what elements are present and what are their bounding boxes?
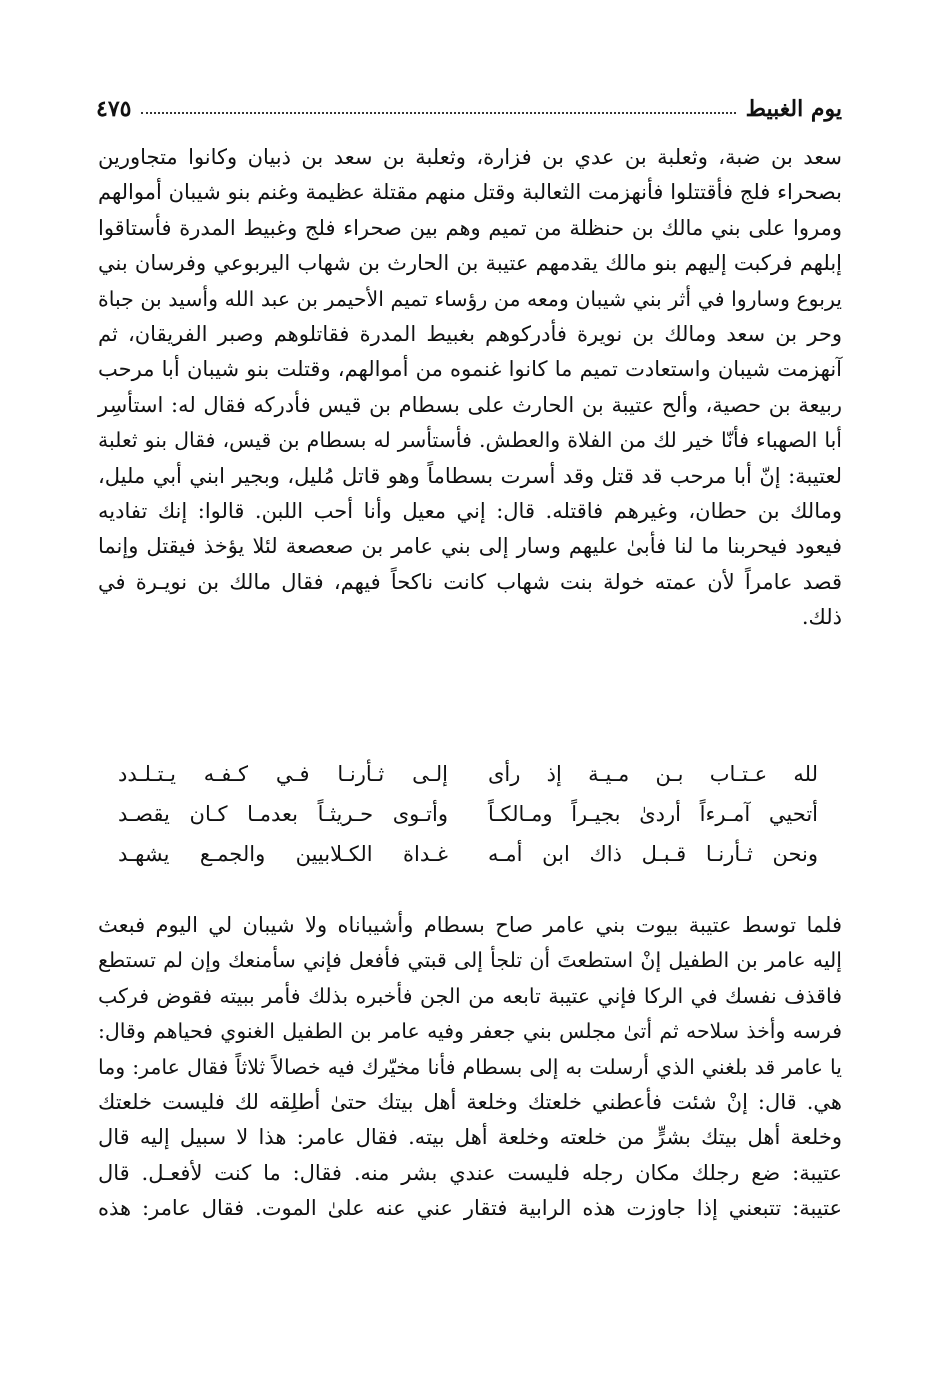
text-line: إبلهم فركبت إليهم بنو مالك يقدمهم عتيبة بن الحارث بن شهاب اليربوعي وفرسان بني xyxy=(98,251,842,276)
verse-second-hemistich: وأتـوى حـريثـاً بعدمـا كـان يقصـد xyxy=(118,802,448,826)
page-header xyxy=(96,82,842,122)
text-line: عتيبة: ضع رجلك مكان رجله فليست عندي بشر منه. فقال: ما كنت لأفعـل. قال xyxy=(98,1160,842,1185)
text-line: آنهزمت شيبان واستعادت تميم ما كانوا غنموه من أموالهم، وقتلت بنو شيبان أبا مرحب xyxy=(98,357,842,382)
text-line: ومروا على بني مالك بن حنظلة من تميم وهم بين صحراء فلج وغبيط المدرة فأستاقوا xyxy=(98,215,842,240)
text-line: ربيعة بن حصية، وألح عتيبة بن الحارث على بسطام بن قيس فأدركه فقال له: استأسِر xyxy=(98,392,842,417)
text-line: هي. قال: إنْ شئت فأعطني خلعتك وخلعة أهل بيتك حتىٰ أطلِقه لك فليست خلعتك xyxy=(98,1090,842,1115)
text-line: فرسه وأخذ سلاحه ثم أتىٰ مجلس بني جعفر وفيه عامر بن الطفيل الغنوي فحياهم وقال: xyxy=(98,1019,842,1044)
text-line: أبا الصهباء فأنّا خير لك من الفلاة والعطش. فأستأسر له بسطام بن قيس، فقال بنو ثعلبة xyxy=(98,428,842,453)
text-line: سعد بن ضبة، وثعلبة بن عدي بن فزارة، وثعلبة بن سعد بن ذبيان وكانوا متجاورين xyxy=(98,145,842,169)
text-line: ومالك بن حطان، وغيرهم فاقتله. قال: إني معيل وأنا أحب اللبن. قالوا: إنك تفاديه xyxy=(98,499,842,524)
poem-verse xyxy=(118,834,818,874)
text-line: فيعود فيحربنا ما لنا فأبىٰ عليهم وسار إلى بني عامر بن صعصعة لئلا يؤخذ فيقتل وإنما xyxy=(98,534,842,559)
verse-first-hemistich: لله عـتـاب بـن مـيـة إذ رأى xyxy=(488,762,818,786)
text-line: بصحراء فلج فأقتتلوا فأنهزمت الثعالبة وقتل منهم مقتلة عظيمة وغنم بنو شيبان أموالهم xyxy=(98,180,842,205)
verse-second-hemistich: إلـى ثـأرنـا فـي كـفـه يـتـلـدد xyxy=(118,762,448,786)
text-line: لعتيبة: إنّ أبا مرحب قد قتل وقد أسرت بسطاماً وهو قاتل مُليل، وبجير ابني أبي مليل، xyxy=(98,463,842,488)
text-line: وحر بن سعد ومالك بن نويرة فأدركوهم بغبيط المدرة فقاتلوهم وصبر الفريقان، ثم xyxy=(98,322,842,347)
text-line: فلما توسط عتيبة بيوت بني عامر صاح بسطام وأشيباناه ولا شيبان لي اليوم فبعث xyxy=(98,913,842,937)
text-line: فاقذف نفسك في الركا فإني عتيبة تابعه من الجن فأخبره بذلك فأمر ببيته فقوض فركب xyxy=(98,983,842,1008)
text-line: يا عامر قد بلغني الذي أرسلت به إلى بسطام فأنا مخيّرك فيه خصالاً ثلاثاً فقال عامر: وما xyxy=(98,1054,842,1079)
paragraph-1 xyxy=(98,140,842,636)
text-line: قصد عامراً لأن عمته خولة بنت شهاب كانت ناكحاً فيهم، فقال مالك بن نويـرة في xyxy=(98,569,842,594)
verse-first-hemistich: ونحن ثـأرنـا قـبـل ذاك ابن أمـه xyxy=(488,842,818,866)
poem xyxy=(118,754,818,874)
poem-verse xyxy=(118,794,818,834)
text-line: عتيبة: تتبعني إذا جاوزت هذه الرابية فتقار عني عنه علىٰ الموت. فقال عامر: هذه xyxy=(98,1196,843,1221)
text-line: يربوع وساروا في أثر بني شيبان ومعه من رؤساء تميم الأحيمر بن عبد الله وأسيد بن جباة xyxy=(98,286,842,311)
poem-verse xyxy=(118,754,818,794)
text-line: ذلك. xyxy=(801,605,842,630)
paragraph-2 xyxy=(98,908,842,1227)
header-leader-dots xyxy=(141,112,735,114)
text-line: إليه عامر بن الطفيل إنْ استطعتَ أن تلجأ إلى قبتي فأفعل فإني سأمنعك وإن لم تستطع xyxy=(98,948,842,973)
text-line: وخلعة أهل بيتك بشرٍّ من خلعته وخلعة أهل بيته. فقال عامر: هذا لا سبيل إليه قال xyxy=(98,1125,842,1150)
verse-first-hemistich: أتحيي آمـرءاً أردىٰ بجيـراً ومـالكـاً xyxy=(488,802,818,826)
running-title: يوم الغبيط xyxy=(745,96,842,122)
page-number: ٤٧٥ xyxy=(96,96,132,122)
verse-second-hemistich: غـداة الكـلابيين والجمـع يشهـد xyxy=(118,842,448,866)
